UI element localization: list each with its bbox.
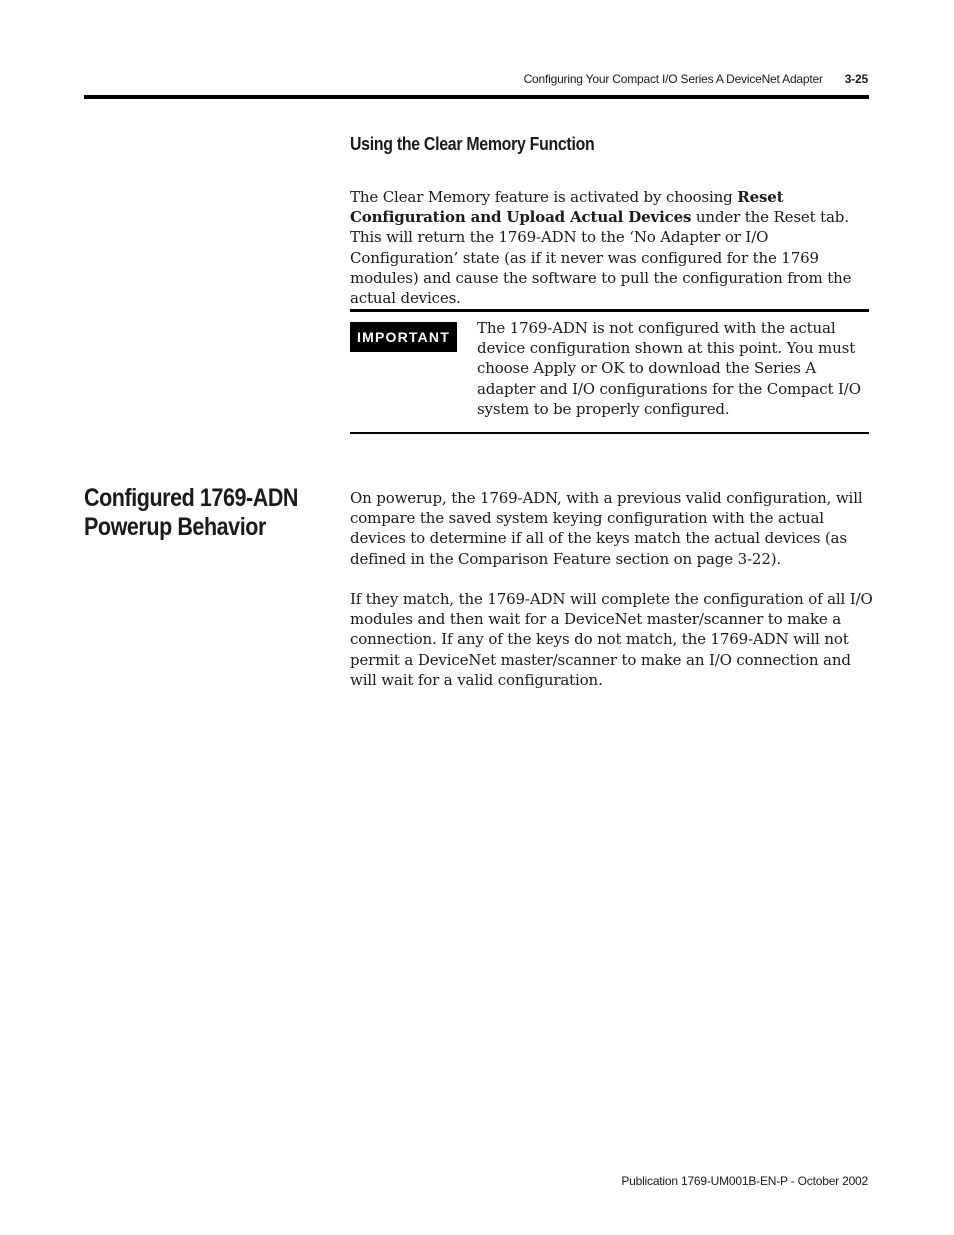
reset-configuration-emphasis: Reset Configuration and Upload Actual Devices	[350, 188, 784, 227]
p1-text-after: under the Reset tab. This will return the 1769-ADN to the ‘No Adapter or I/O Configuration’ state (as if it never was configured for the 1769 modules) and cause the software to pull the configuration from the actual devices.	[350, 208, 852, 308]
important-bottom-rule	[350, 432, 869, 434]
p1-text-before: The Clear Memory feature is activated by choosing	[350, 188, 738, 206]
header-section-title: Configuring Your Compact I/O Series A DeviceNet Adapter	[523, 72, 823, 86]
important-badge: IMPORTANT	[350, 322, 457, 352]
clear-memory-heading: Using the Clear Memory Function	[350, 134, 595, 154]
powerup-paragraph-2: If they match, the 1769-ADN will complete the configuration of all I/O modules and then wait for a DeviceNet master/scanner to make a connection. If any of the keys do not match, the 1769-ADN will not permit a DeviceNet master/scanner to make an I/O connection and will wait for a valid configuration.	[350, 590, 873, 689]
publication-footer: Publication 1769-UM001B-EN-P - October 2002	[621, 1174, 868, 1188]
running-header	[524, 72, 868, 86]
header-rule	[84, 95, 869, 99]
important-top-rule	[350, 309, 869, 312]
clear-memory-paragraph	[350, 187, 875, 308]
powerup-heading: Configured 1769-ADN Powerup Behavior	[84, 484, 299, 541]
important-note-text: The 1769-ADN is not configured with the actual device configuration shown at this point. You must choose Apply or OK to download the Series A adapter and I/O configurations for the Compact I/O system to be properly configured.	[477, 319, 861, 418]
header-page-number: 3-25	[844, 72, 868, 86]
powerup-paragraph-1: On powerup, the 1769-ADN, with a previous valid configuration, will compare the saved system keying configuration with the actual devices to determine if all of the keys match the actual devices (as defined in the Comparison Feature section on page 3-22).	[350, 489, 863, 568]
